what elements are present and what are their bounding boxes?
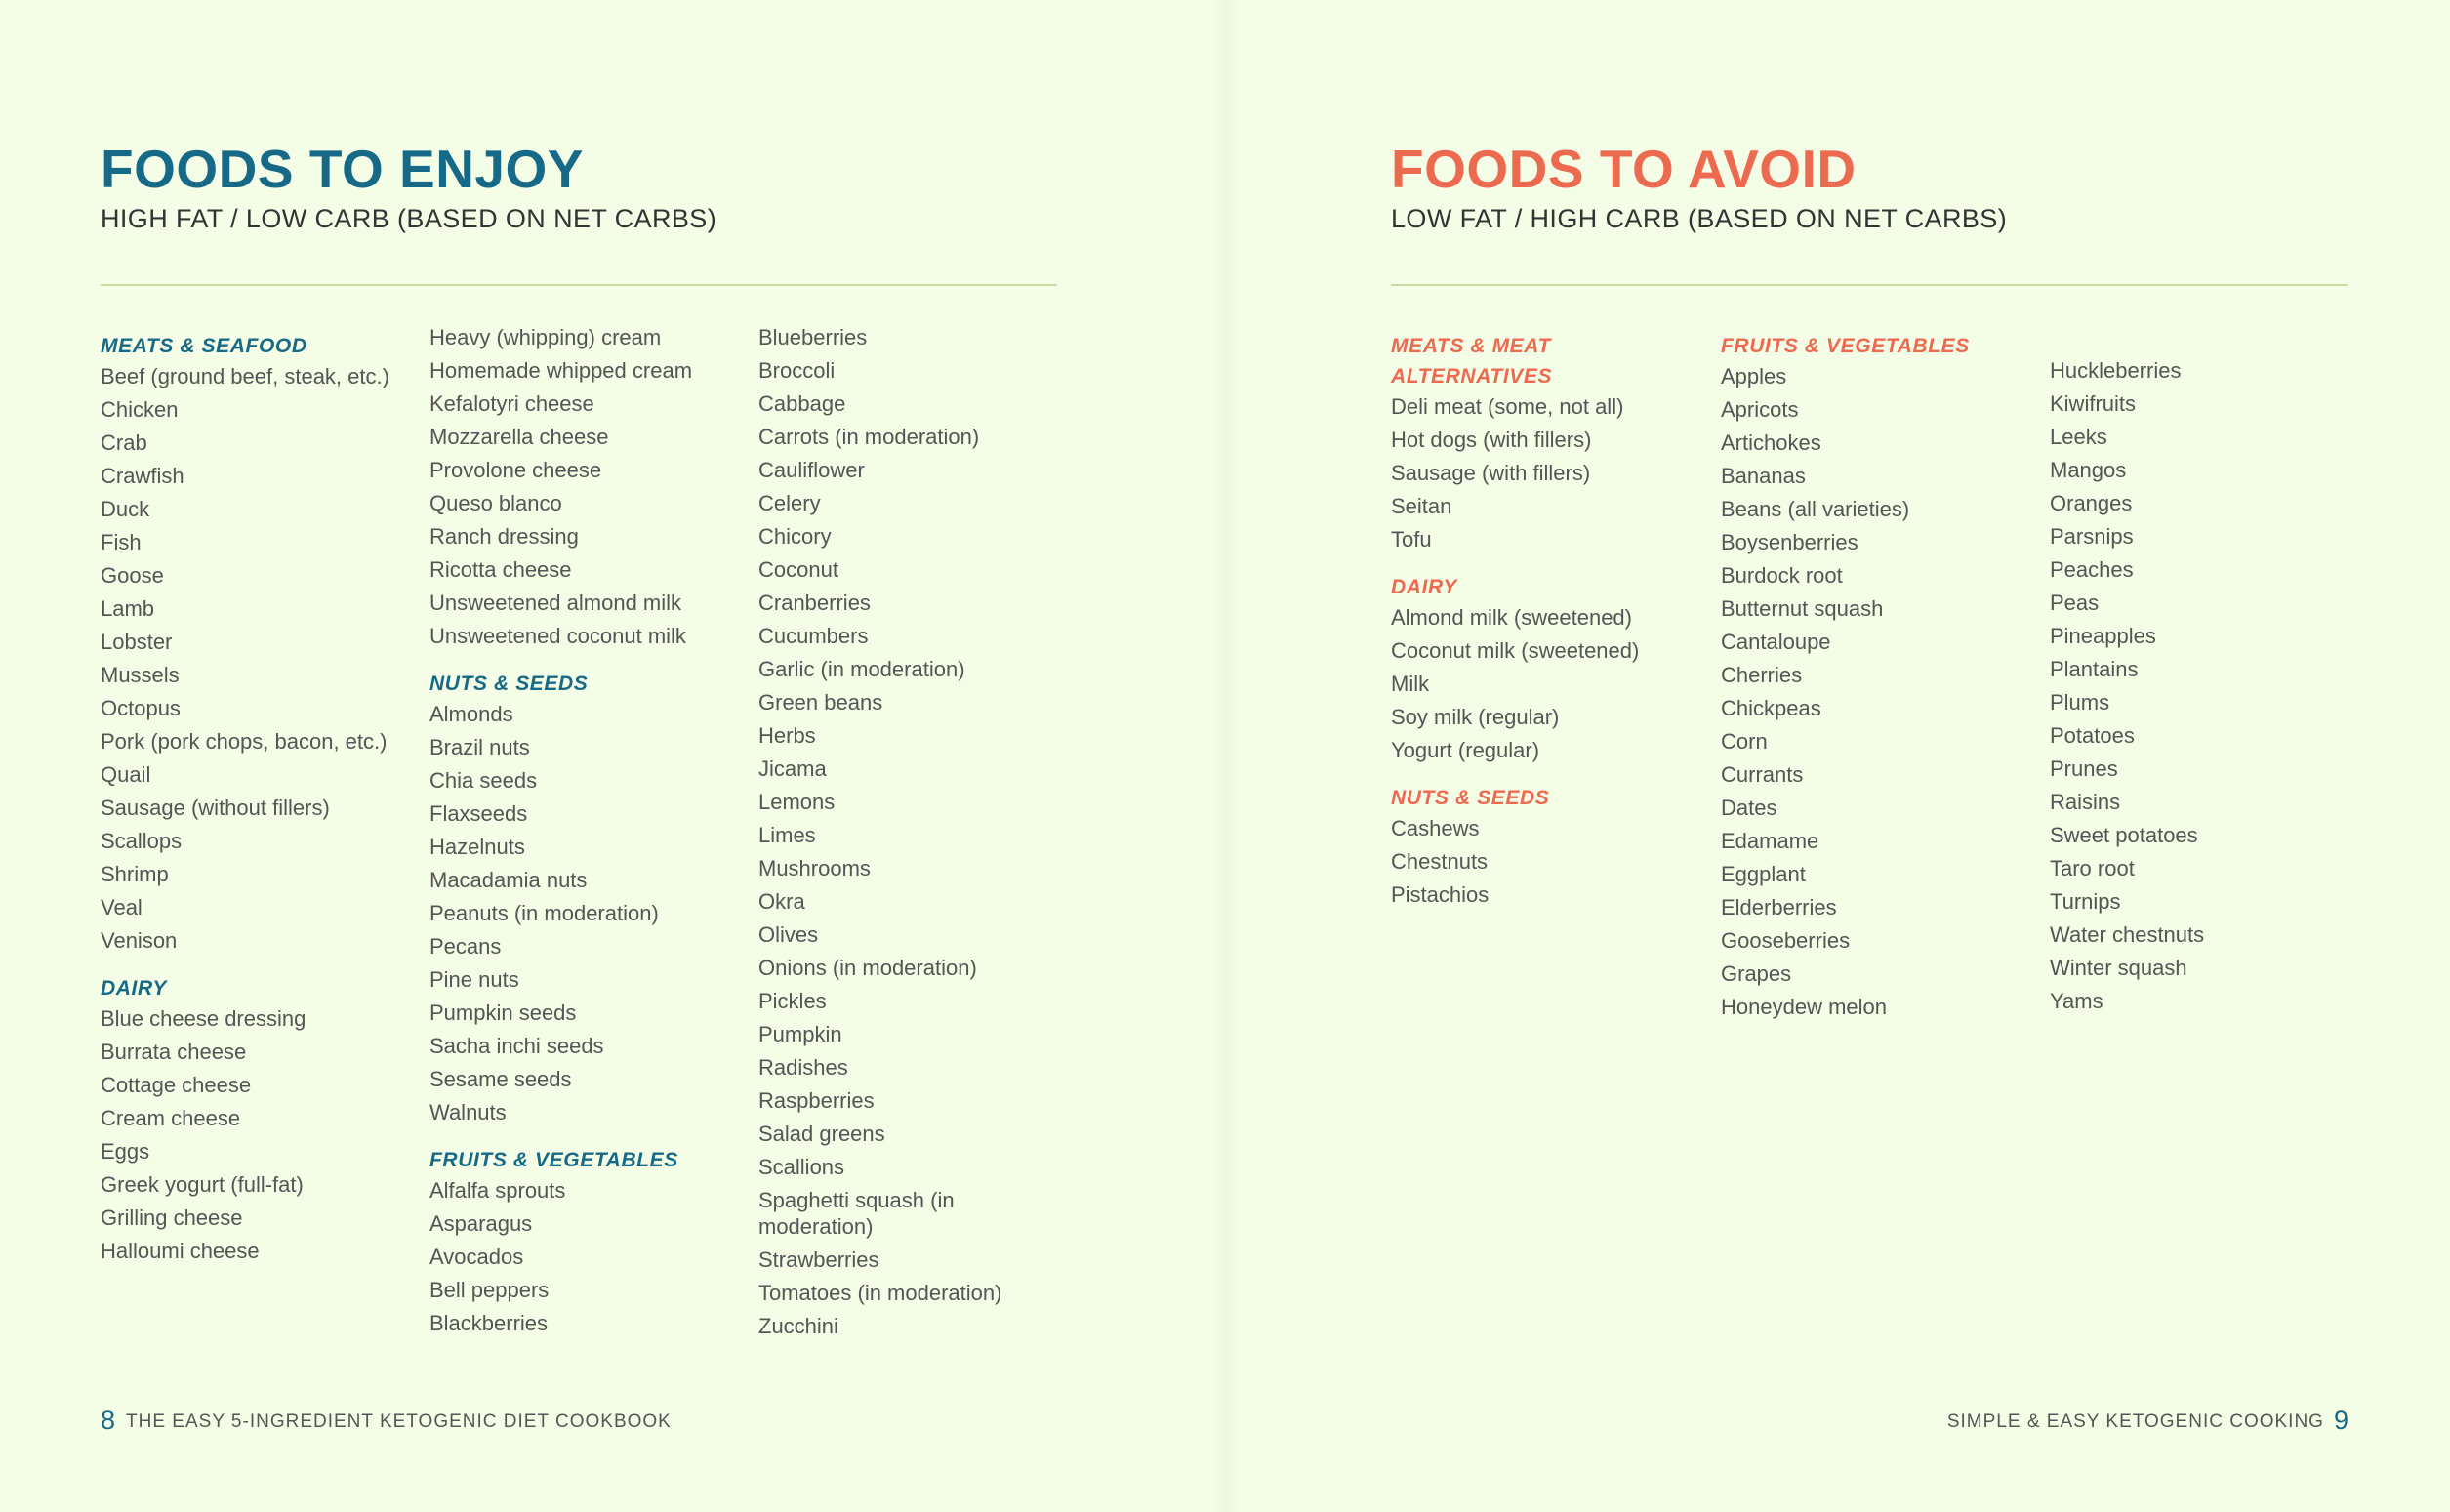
list-item: Green beans [758, 690, 883, 715]
list-item: Pistachios [1391, 882, 1490, 907]
list-item: Chia seeds [429, 768, 538, 793]
list-item: Cauliflower [758, 458, 865, 482]
list-item: Parsnips [2050, 524, 2134, 549]
list-item: Pecans [429, 934, 502, 959]
list-meats-alternatives [1391, 393, 1674, 552]
list-item: Elderberries [1721, 895, 1837, 919]
list-item: Cottage cheese [101, 1073, 252, 1097]
list-item: Celery [758, 491, 821, 515]
section-heading-dairy: DAIRY [101, 977, 167, 1000]
list-item: Pumpkin seeds [429, 1001, 577, 1025]
list-item: Pineapples [2050, 624, 2156, 648]
list-item: Pork (pork chops, bacon, etc.) [101, 729, 388, 754]
list-item: Seitan [1391, 494, 1452, 518]
list-item: Peanuts (in moderation) [429, 901, 659, 925]
list-item: Soy milk (regular) [1391, 705, 1560, 729]
list-item: Prunes [2050, 756, 2118, 781]
list-fruits-vegetables-continued [758, 324, 1071, 1339]
list-item: Apricots [1721, 397, 1799, 422]
list-item: Butternut squash [1721, 596, 1884, 621]
avoid-title: FOODS TO AVOID [1391, 139, 1857, 199]
list-item: Tomatoes (in moderation) [758, 1281, 1002, 1305]
footer-left [101, 1406, 672, 1437]
list-item: Edamame [1721, 829, 1819, 853]
list-item: Leeks [2050, 425, 2107, 449]
list-item: Olives [758, 922, 819, 947]
list-item: Fish [101, 530, 142, 554]
list-item: Mushrooms [758, 856, 871, 880]
list-item: Deli meat (some, not all) [1391, 394, 1624, 419]
footer-right [1947, 1406, 2349, 1437]
list-item: Scallions [758, 1155, 845, 1179]
list-fruits-vegetables [1721, 363, 2033, 1020]
list-item: Burrata cheese [101, 1040, 247, 1064]
list-item: Blueberries [758, 325, 868, 349]
list-item: Flaxseeds [429, 801, 528, 826]
list-item: Oranges [2050, 491, 2133, 515]
list-item: Greek yogurt (full-fat) [101, 1172, 304, 1197]
list-item: Eggs [101, 1139, 150, 1164]
list-item: Walnuts [429, 1100, 507, 1124]
list-item: Cabbage [758, 391, 846, 416]
list-item: Octopus [101, 696, 181, 720]
list-item: Coconut [758, 557, 838, 582]
list-item: Radishes [758, 1055, 848, 1080]
list-item: Herbs [758, 723, 816, 748]
section-heading-nuts-seeds: NUTS & SEEDS [1391, 787, 1550, 809]
enjoy-column-2 [429, 324, 742, 1356]
section-heading-meats-seafood: MEATS & SEAFOOD [101, 335, 307, 357]
list-item: Duck [101, 497, 150, 521]
list-item: Quail [101, 762, 151, 787]
list-item: Chestnuts [1391, 849, 1489, 874]
section-heading-fruits-vegetables: FRUITS & VEGETABLES [1721, 335, 1970, 357]
list-item: Crab [101, 430, 147, 455]
avoid-column-2 [1721, 331, 2033, 1040]
list-item: Unsweetened almond milk [429, 591, 682, 615]
list-item: Mussels [101, 663, 180, 687]
list-item: Jicama [758, 756, 827, 781]
list-item: Ricotta cheese [429, 557, 572, 582]
list-item: Yogurt (regular) [1391, 738, 1540, 762]
section-heading-fruits-vegetables: FRUITS & VEGETABLES [429, 1149, 678, 1171]
list-fruits-vegetables [429, 1177, 742, 1336]
list-item: Bananas [1721, 464, 1806, 488]
page-foods-to-avoid [1225, 0, 2450, 1512]
list-item: Dates [1721, 796, 1777, 820]
list-item: Halloumi cheese [101, 1239, 260, 1263]
avoid-subtitle: LOW FAT / HIGH CARB (BASED ON NET CARBS) [1391, 204, 2008, 233]
list-item: Strawberries [758, 1247, 879, 1272]
list-item: Peas [2050, 591, 2100, 615]
list-item: Boysenberries [1721, 530, 1858, 554]
list-item: Pine nuts [429, 967, 519, 992]
list-item: Beans (all varieties) [1721, 497, 1910, 521]
list-nuts-seeds [429, 701, 742, 1125]
list-item: Milk [1391, 672, 1430, 696]
list-item: Grapes [1721, 961, 1792, 986]
list-dairy [1391, 604, 1674, 763]
list-item: Limes [758, 823, 816, 847]
list-item: Kefalotyri cheese [429, 391, 594, 416]
list-item: Carrots (in moderation) [758, 425, 980, 449]
section-heading-dairy: DAIRY [1391, 576, 1457, 598]
list-item: Garlic (in moderation) [758, 657, 965, 681]
list-item: Raspberries [758, 1088, 875, 1113]
list-item: Mozzarella cheese [429, 425, 609, 449]
list-item: Raisins [2050, 790, 2121, 814]
page-number: 9 [2333, 1406, 2349, 1435]
list-item: Corn [1721, 729, 1768, 754]
list-item: Plums [2050, 690, 2110, 715]
list-dairy-continued [429, 324, 742, 649]
list-item: Alfalfa sprouts [429, 1178, 566, 1203]
list-item: Shrimp [101, 862, 169, 886]
list-item: Unsweetened coconut milk [429, 624, 686, 648]
list-item: Winter squash [2050, 956, 2187, 980]
list-item: Crawfish [101, 464, 184, 488]
list-item: Grilling cheese [101, 1206, 243, 1230]
list-item: Plantains [2050, 657, 2139, 681]
list-item: Sweet potatoes [2050, 823, 2198, 847]
list-item: Queso blanco [429, 491, 562, 515]
list-item: Brazil nuts [429, 735, 530, 759]
list-item: Sacha inchi seeds [429, 1034, 604, 1058]
list-item: Heavy (whipping) cream [429, 325, 662, 349]
list-item: Provolone cheese [429, 458, 602, 482]
list-item: Broccoli [758, 358, 836, 383]
list-dairy [101, 1005, 413, 1264]
list-item: Chicken [101, 397, 179, 422]
list-nuts-seeds [1391, 815, 1674, 908]
avoid-divider [1391, 284, 2348, 286]
list-item: Peaches [2050, 557, 2134, 582]
list-item: Venison [101, 928, 178, 953]
list-meats-seafood [101, 363, 413, 954]
list-item: Chicory [758, 524, 832, 549]
list-item: Lobster [101, 630, 173, 654]
list-item: Gooseberries [1721, 928, 1851, 953]
list-item: Veal [101, 895, 143, 919]
list-item: Avocados [429, 1245, 524, 1269]
list-item: Tofu [1391, 527, 1432, 552]
section-heading-meats-alternatives: MEATS & MEAT ALTERNATIVES [1391, 335, 1553, 388]
enjoy-divider [101, 284, 1057, 286]
list-item: Yams [2050, 989, 2103, 1013]
list-item: Artichokes [1721, 430, 1821, 455]
avoid-column-1 [1391, 331, 1674, 927]
list-item: Spaghetti squash (in moderation) [758, 1188, 955, 1239]
list-item: Sesame seeds [429, 1067, 572, 1091]
list-item: Sausage (without fillers) [101, 796, 330, 820]
list-item: Lamb [101, 596, 155, 621]
list-item: Cashews [1391, 816, 1480, 840]
list-item: Mangos [2050, 458, 2127, 482]
list-item: Coconut milk (sweetened) [1391, 638, 1640, 663]
list-item: Scallops [101, 829, 183, 853]
list-item: Water chestnuts [2050, 922, 2205, 947]
list-item: Zucchini [758, 1314, 838, 1338]
list-item: Lemons [758, 790, 836, 814]
list-item: Onions (in moderation) [758, 956, 977, 980]
list-item: Beef (ground beef, steak, etc.) [101, 364, 389, 388]
list-item: Ranch dressing [429, 524, 579, 549]
enjoy-subtitle: HIGH FAT / LOW CARB (BASED ON NET CARBS) [101, 204, 717, 233]
list-item: Cantaloupe [1721, 630, 1831, 654]
list-item: Blue cheese dressing [101, 1006, 306, 1031]
list-item: Cranberries [758, 591, 871, 615]
list-item: Turnips [2050, 889, 2121, 914]
avoid-column-3 [2050, 357, 2362, 1034]
list-item: Eggplant [1721, 862, 1806, 886]
list-item: Apples [1721, 364, 1787, 388]
list-item: Okra [758, 889, 805, 914]
list-item: Asparagus [429, 1211, 533, 1236]
list-item: Honeydew melon [1721, 995, 1887, 1019]
list-item: Goose [101, 563, 164, 588]
enjoy-title: FOODS TO ENJOY [101, 139, 584, 199]
list-item: Hazelnuts [429, 835, 525, 859]
list-item: Bell peppers [429, 1278, 550, 1302]
list-item: Taro root [2050, 856, 2135, 880]
section-heading-nuts-seeds: NUTS & SEEDS [429, 673, 589, 695]
running-footer: THE EASY 5-INGREDIENT KETOGENIC DIET COOKBOOK [126, 1411, 672, 1432]
list-item: Salad greens [758, 1122, 885, 1146]
list-item: Huckleberries [2050, 358, 2182, 383]
list-item: Potatoes [2050, 723, 2135, 748]
list-item: Cherries [1721, 663, 1803, 687]
list-item: Almonds [429, 702, 513, 726]
list-item: Almond milk (sweetened) [1391, 605, 1632, 630]
list-item: Pickles [758, 989, 827, 1013]
list-fruits-vegetables-continued [2050, 357, 2362, 1014]
enjoy-column-1 [101, 331, 413, 1284]
enjoy-column-3 [758, 324, 1071, 1359]
list-item: Kiwifruits [2050, 391, 2137, 416]
page-number: 8 [101, 1406, 117, 1435]
list-item: Cucumbers [758, 624, 869, 648]
list-item: Blackberries [429, 1311, 549, 1335]
list-item: Pumpkin [758, 1022, 842, 1046]
running-footer: SIMPLE & EASY KETOGENIC COOKING [1946, 1411, 2324, 1432]
list-item: Hot dogs (with fillers) [1391, 428, 1592, 452]
list-item: Cream cheese [101, 1106, 241, 1130]
list-item: Sausage (with fillers) [1391, 461, 1591, 485]
list-item: Burdock root [1721, 563, 1843, 588]
list-item: Chickpeas [1721, 696, 1821, 720]
list-item: Currants [1721, 762, 1804, 787]
list-item: Macadamia nuts [429, 868, 588, 892]
list-item: Homemade whipped cream [429, 358, 693, 383]
